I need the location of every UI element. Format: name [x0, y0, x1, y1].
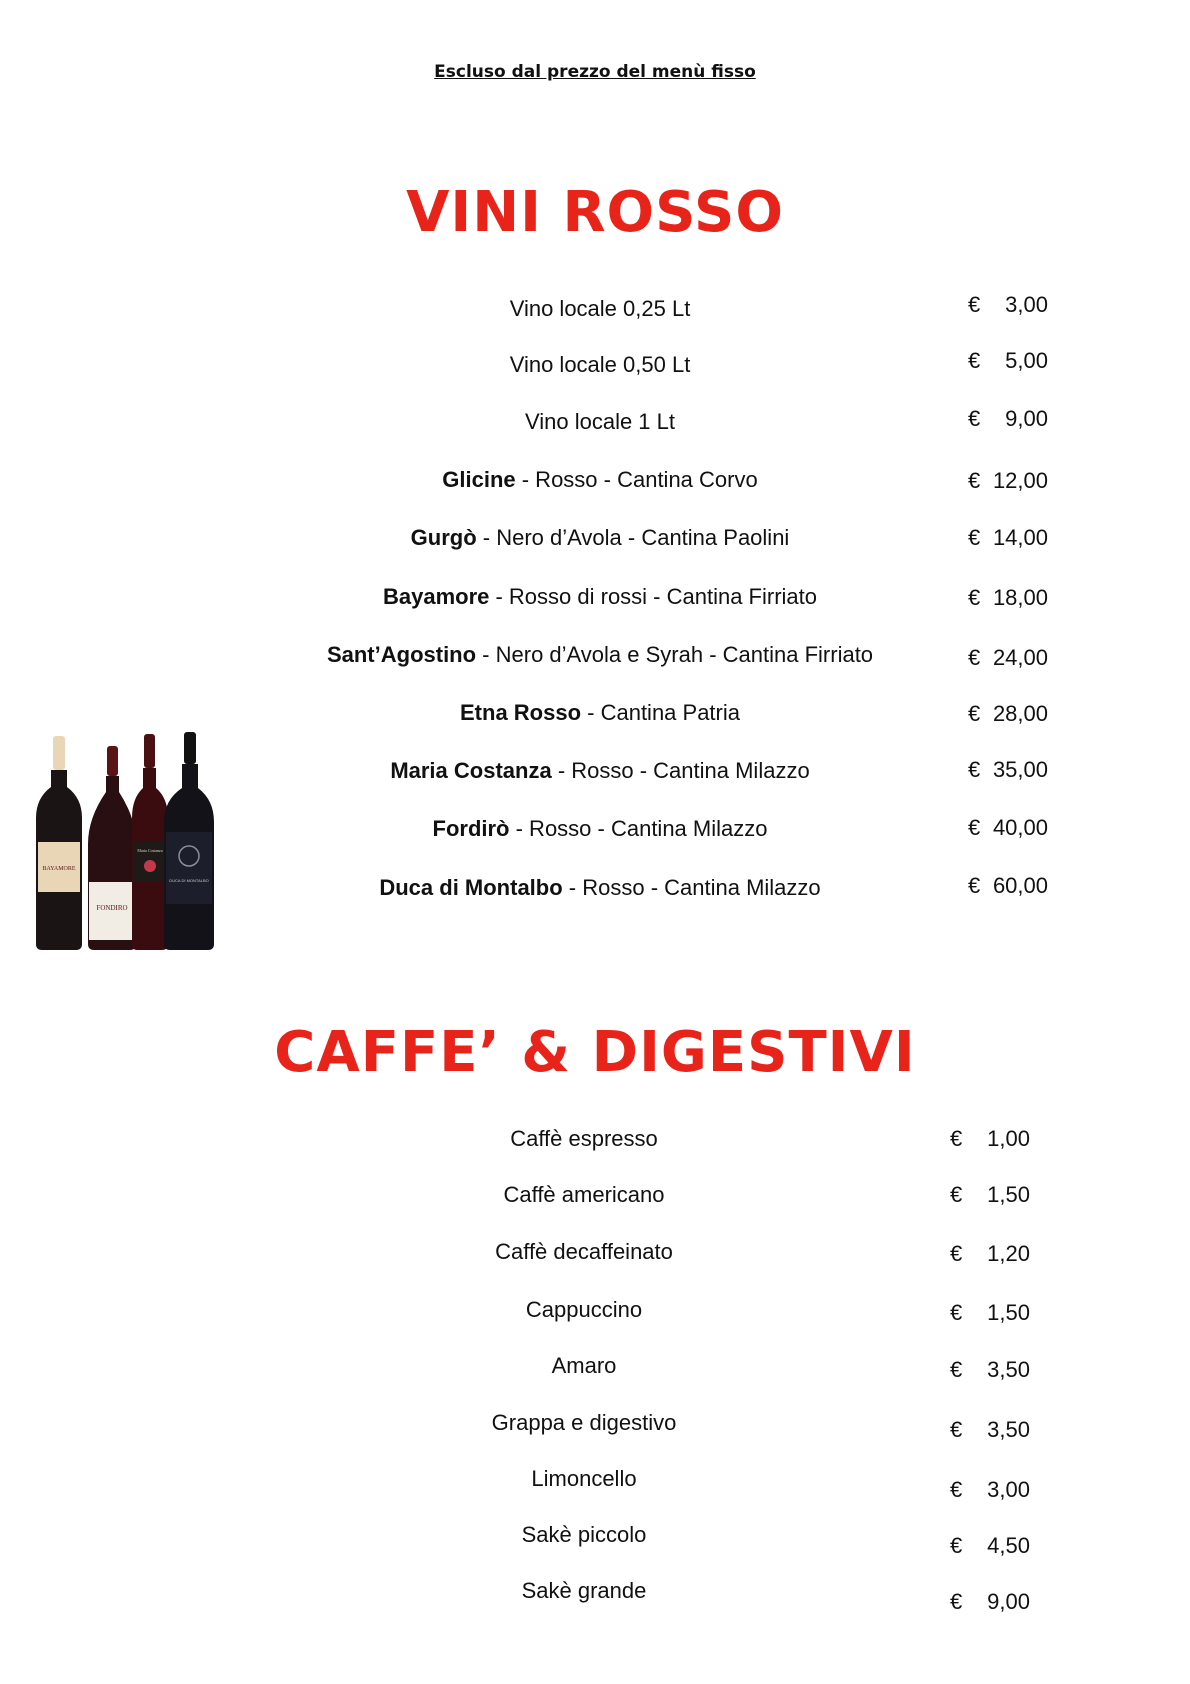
item-price: 12,00 [992, 468, 1048, 493]
item-name: Cappuccino [525, 1297, 643, 1322]
list-item [0, 467, 1190, 497]
item-name: Caffè decaffeinato [495, 1239, 673, 1264]
item-price: 5,00 [1005, 348, 1048, 373]
item-price: 24,00 [992, 645, 1048, 670]
bottle-label-text: FONDIRO [96, 904, 128, 912]
currency-symbol: € [950, 1477, 963, 1502]
list-item [0, 1522, 1190, 1558]
item-desc: - Rosso - Cantina Corvo [515, 467, 758, 492]
bottle-bayamore [36, 736, 82, 950]
currency-symbol: € [968, 292, 981, 317]
item-name: Vino locale 1 Lt [524, 409, 676, 434]
item-desc: - Nero d’Avola e Syrah - Cantina Firriato [476, 642, 874, 667]
bottle-label-text: DUCA DI MONTALBO [169, 878, 209, 883]
item-name: Grappa e digestivo [491, 1410, 677, 1435]
list-item [0, 1410, 1190, 1440]
list-item [0, 700, 1190, 730]
item-name: Amaro [551, 1353, 617, 1378]
currency-symbol: € [950, 1182, 963, 1207]
item-name: Etna Rosso [460, 700, 582, 725]
list-item [0, 1239, 1190, 1269]
item-name: Sant’Agostino [326, 642, 477, 667]
item-name: Sakè piccolo [521, 1522, 647, 1547]
caffe-section-title: CAFFE’ & DIGESTIVI [274, 1020, 916, 1085]
item-price: 14,00 [992, 525, 1048, 550]
currency-symbol: € [968, 701, 981, 726]
item-desc: - Rosso - Cantina Milazzo [562, 875, 821, 900]
item-name: Caffè espresso [510, 1126, 658, 1151]
currency-symbol: € [950, 1241, 963, 1266]
item-desc: - Rosso - Cantina Milazzo [551, 758, 810, 783]
list-item [0, 584, 1190, 614]
currency-symbol: € [950, 1589, 963, 1614]
bottle-label-text: Maria Costanza [137, 848, 163, 853]
item-name: Maria Costanza [390, 758, 552, 783]
list-item [0, 348, 1190, 382]
item-desc: - Rosso - Cantina Milazzo [509, 816, 768, 841]
fixed-menu-note: Escluso dal prezzo del menù fisso [434, 62, 756, 82]
list-item [0, 642, 1190, 672]
bottle-fondiro [88, 746, 136, 950]
item-price: 35,00 [992, 757, 1048, 782]
item-price: 1,50 [987, 1300, 1030, 1325]
item-name: Limoncello [531, 1466, 637, 1491]
item-price: 1,00 [987, 1126, 1030, 1151]
list-item [0, 1353, 1190, 1383]
list-item [0, 1126, 1190, 1156]
item-price: 3,00 [987, 1477, 1030, 1502]
item-price: 1,20 [987, 1241, 1030, 1266]
item-name: Glicine [442, 467, 516, 492]
item-name: Duca di Montalbo [379, 875, 563, 900]
item-name: Vino locale 0,25 Lt [509, 296, 691, 321]
bottle-maria-costanza [132, 734, 168, 950]
item-name: Fordirò [432, 816, 510, 841]
currency-symbol: € [950, 1417, 963, 1442]
currency-symbol: € [968, 815, 981, 840]
item-price: 3,50 [987, 1357, 1030, 1382]
item-price: 4,50 [987, 1533, 1030, 1558]
item-desc: - Cantina Patria [581, 700, 740, 725]
item-price: 28,00 [992, 701, 1048, 726]
item-price: 9,00 [1005, 406, 1048, 431]
list-item [0, 292, 1190, 326]
list-item [0, 1466, 1190, 1502]
item-price: 40,00 [992, 815, 1048, 840]
currency-symbol: € [968, 406, 981, 431]
currency-symbol: € [968, 525, 981, 550]
item-name: Gurgò [410, 525, 477, 550]
currency-symbol: € [968, 645, 981, 670]
item-name: Bayamore [382, 584, 490, 609]
currency-symbol: € [968, 348, 981, 373]
currency-symbol: € [950, 1357, 963, 1382]
currency-symbol: € [950, 1533, 963, 1558]
currency-symbol: € [950, 1126, 963, 1151]
list-item [0, 1578, 1190, 1614]
item-price: 3,00 [1005, 292, 1048, 317]
item-price: 3,50 [987, 1417, 1030, 1442]
item-name: Vino locale 0,50 Lt [509, 352, 691, 377]
bottle-label-text: BAYAMORE [42, 866, 76, 872]
bottle-duca-di-montalbo [164, 732, 214, 950]
list-item [0, 1297, 1190, 1327]
wine-bottles-image [36, 732, 236, 952]
currency-symbol: € [968, 585, 981, 610]
list-item [0, 525, 1190, 555]
item-price: 18,00 [992, 585, 1048, 610]
currency-symbol: € [968, 873, 981, 898]
item-price: 1,50 [987, 1182, 1030, 1207]
item-desc: - Rosso di rossi - Cantina Firriato [489, 584, 818, 609]
list-item [0, 406, 1190, 439]
currency-symbol: € [950, 1300, 963, 1325]
item-desc: - Nero d’Avola - Cantina Paolini [476, 525, 790, 550]
item-price: 9,00 [987, 1589, 1030, 1614]
wine-section-title: VINI ROSSO [406, 180, 784, 245]
list-item [0, 1182, 1190, 1212]
item-name: Sakè grande [521, 1578, 647, 1603]
currency-symbol: € [968, 757, 981, 782]
currency-symbol: € [968, 468, 981, 493]
item-price: 60,00 [992, 873, 1048, 898]
item-name: Caffè americano [503, 1182, 665, 1207]
